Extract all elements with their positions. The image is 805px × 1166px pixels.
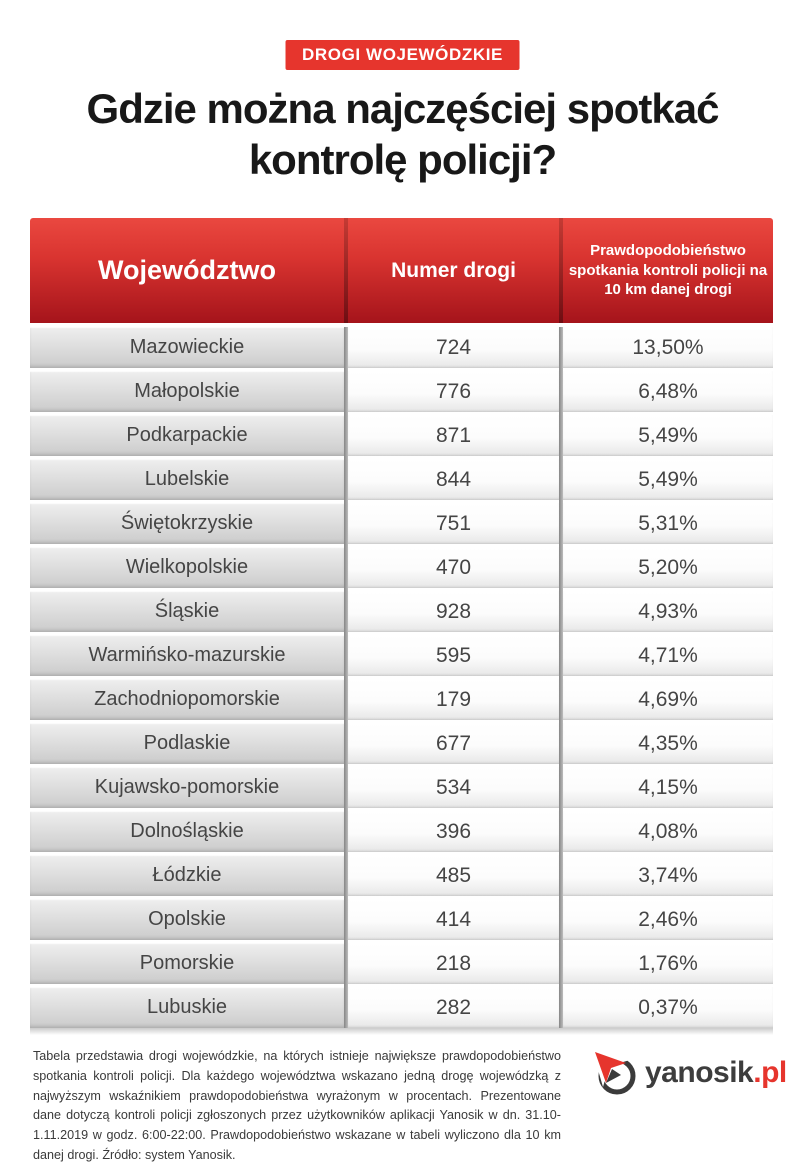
page-title-line-1: Gdzie można najczęściej spotkać	[86, 85, 719, 132]
page-title	[0, 84, 805, 186]
cell-prawdopodobienstwo: 1,76%	[563, 943, 773, 984]
cell-numer_drogi: 414	[348, 899, 559, 940]
cell-prawdopodobienstwo: 4,69%	[563, 679, 773, 720]
cell-numer_drogi: 396	[348, 811, 559, 852]
cell-numer_drogi: 470	[348, 547, 559, 588]
cell-prawdopodobienstwo: 4,15%	[563, 767, 773, 808]
cell-wojewodztwo: Dolnośląskie	[30, 811, 344, 852]
cell-numer_drogi: 534	[348, 767, 559, 808]
cell-prawdopodobienstwo: 2,46%	[563, 899, 773, 940]
table-row	[30, 899, 773, 940]
table-row	[30, 943, 773, 984]
cell-wojewodztwo: Wielkopolskie	[30, 547, 344, 588]
cell-wojewodztwo: Zachodniopomorskie	[30, 679, 344, 720]
table-row	[30, 459, 773, 500]
logo-name: yanosik	[645, 1056, 754, 1089]
cell-numer_drogi: 751	[348, 503, 559, 544]
table-row	[30, 635, 773, 676]
cell-numer_drogi: 844	[348, 459, 559, 500]
cell-numer_drogi: 928	[348, 591, 559, 632]
cell-prawdopodobienstwo: 4,35%	[563, 723, 773, 764]
table-row	[30, 811, 773, 852]
cell-wojewodztwo: Małopolskie	[30, 371, 344, 412]
cell-wojewodztwo: Śląskie	[30, 591, 344, 632]
cell-wojewodztwo: Świętokrzyskie	[30, 503, 344, 544]
table-row	[30, 327, 773, 368]
cell-prawdopodobienstwo: 0,37%	[563, 987, 773, 1028]
cell-numer_drogi: 179	[348, 679, 559, 720]
header-numer-drogi: Numer drogi	[348, 218, 559, 323]
category-badge: DROGI WOJEWÓDZKIE	[285, 40, 520, 70]
cell-wojewodztwo: Podlaskie	[30, 723, 344, 764]
cell-prawdopodobienstwo: 5,20%	[563, 547, 773, 588]
police-control-table	[30, 218, 773, 1035]
cell-wojewodztwo: Opolskie	[30, 899, 344, 940]
column-divider	[559, 327, 563, 1028]
table-bottom-shadow	[30, 1028, 773, 1035]
cell-wojewodztwo: Łódzkie	[30, 855, 344, 896]
yanosik-logo	[592, 1049, 787, 1097]
table-row	[30, 679, 773, 720]
cell-prawdopodobienstwo: 4,71%	[563, 635, 773, 676]
cell-prawdopodobienstwo: 13,50%	[563, 327, 773, 368]
table-row	[30, 547, 773, 588]
cell-prawdopodobienstwo: 5,31%	[563, 503, 773, 544]
table-row	[30, 723, 773, 764]
table-row	[30, 371, 773, 412]
table-body	[30, 327, 773, 1028]
cell-prawdopodobienstwo: 5,49%	[563, 415, 773, 456]
cell-numer_drogi: 776	[348, 371, 559, 412]
cell-prawdopodobienstwo: 4,08%	[563, 811, 773, 852]
cell-numer_drogi: 677	[348, 723, 559, 764]
table-row	[30, 503, 773, 544]
cell-prawdopodobienstwo: 3,74%	[563, 855, 773, 896]
cell-numer_drogi: 282	[348, 987, 559, 1028]
yanosik-navigation-arrow-icon	[592, 1049, 640, 1097]
cell-numer_drogi: 595	[348, 635, 559, 676]
page-title-line-2: kontrolę policji?	[248, 135, 557, 183]
header-prawdopodobienstwo: Prawdopodobieństwo spotkania kontroli policji na 10 km danej drogi	[563, 218, 773, 323]
cell-numer_drogi: 871	[348, 415, 559, 456]
table-row	[30, 767, 773, 808]
footnote-text: Tabela przedstawia drogi wojewódzkie, na których istnieje największe prawdopodobieństwo spotkania kontroli policji. Dla każdego województwa wskazano jedną drogę wojewódzką z najwyższym wskaźnikiem prawdopodobieństwa wyrażonym w procentach. Prezentowane dane dotyczą kontroli policji zgłoszonych przez użytkowników aplikacji Yanosik w dn. 31.10-1.11.2019 w godz. 6:00-22:00. Prawdopodobieństwo wskazane w tabeli wyliczono dla 10 km danej drogi. Źródło: system Yanosik.	[33, 1049, 561, 1162]
table-row	[30, 415, 773, 456]
cell-wojewodztwo: Lubuskie	[30, 987, 344, 1028]
table-header-row	[30, 218, 773, 323]
cell-numer_drogi: 218	[348, 943, 559, 984]
cell-wojewodztwo: Podkarpackie	[30, 415, 344, 456]
cell-wojewodztwo: Lubelskie	[30, 459, 344, 500]
cell-numer_drogi: 724	[348, 327, 559, 368]
cell-wojewodztwo: Pomorskie	[30, 943, 344, 984]
logo-wordmark	[645, 1056, 787, 1090]
table-row	[30, 987, 773, 1028]
logo-tld: .pl	[753, 1056, 787, 1089]
cell-numer_drogi: 485	[348, 855, 559, 896]
column-divider	[344, 327, 348, 1028]
cell-prawdopodobienstwo: 6,48%	[563, 371, 773, 412]
cell-wojewodztwo: Kujawsko-pomorskie	[30, 767, 344, 808]
table-row	[30, 855, 773, 896]
table-row	[30, 591, 773, 632]
cell-prawdopodobienstwo: 5,49%	[563, 459, 773, 500]
header-wojewodztwo: Województwo	[30, 218, 344, 323]
cell-prawdopodobienstwo: 4,93%	[563, 591, 773, 632]
cell-wojewodztwo: Mazowieckie	[30, 327, 344, 368]
cell-wojewodztwo: Warmińsko-mazurskie	[30, 635, 344, 676]
